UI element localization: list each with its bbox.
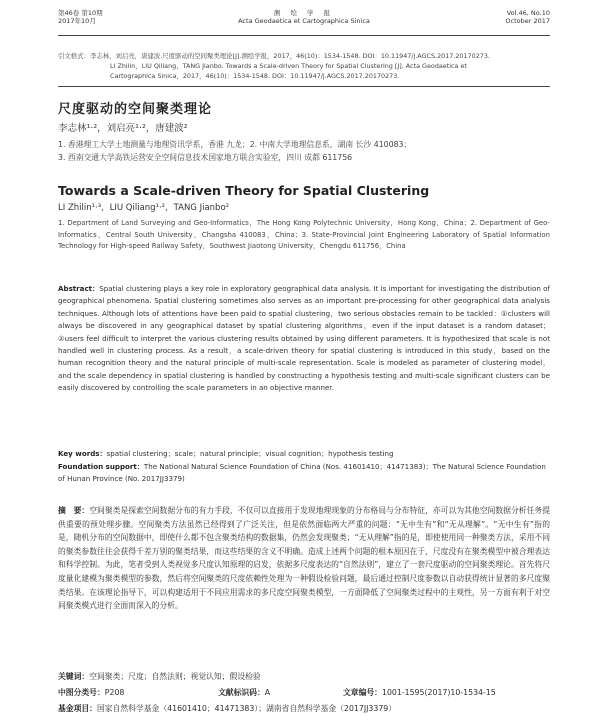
doc-label: 文献标识码： [218, 688, 265, 697]
issn-label: 文章编号： [343, 688, 382, 697]
abstract-cn-label: 摘 要： [58, 506, 90, 515]
header-rule [58, 35, 550, 36]
journal-title-cn: 测 绘 学 报 [273, 9, 335, 17]
funding-cn [58, 703, 550, 715]
clc-label: 中图分类号： [58, 688, 105, 697]
foundation-en-label: Foundation support： [58, 462, 144, 471]
citation-line-2: LI Zhilin，LIU Qiliang，TANG Jianbo. Towards a Scale-driven Theory for Spatial Clustering [J]. Acta Geodaetica et [110, 62, 467, 70]
funding-cn-text: 国家自然科学基金（41601410；41471383）；湖南省自然科学基金（2017JJ3379） [96, 704, 397, 713]
abstract-en [58, 283, 550, 395]
abstract-cn [58, 504, 550, 613]
citation-line-3: Cartographica Sinica，2017，46(10)：1534-1548. DOI：10.11947/j.AGCS.2017.20170273. [110, 72, 400, 80]
citation-block [58, 51, 550, 81]
running-head-right [505, 9, 550, 25]
keywords-cn-text: 空间聚类；尺度；自然法则；视觉认知；假设检验 [89, 672, 261, 681]
citation-line-1: 引文格式：李志林，刘启亮，唐建波.尺度驱动的空间聚类理论[J].测绘学报，2017，46(10)：1534-1548. DOI：10.11947/j.AGCS.2017.20170273. [58, 52, 490, 60]
funding-cn-label: 基金项目： [58, 704, 97, 713]
authors-cn: 李志林¹·²，刘启亮¹·²，唐建波² [58, 123, 188, 134]
keywords-en-text: spatial clustering；scale；natural principle；visual cognition；hypothesis testing [106, 449, 394, 458]
abstract-en-label: Abstract： [58, 284, 100, 293]
authors-en: LI Zhilin¹·³，LIU Qiliang¹·²，TANG Jianbo² [58, 203, 230, 213]
abstract-en-text: Spatial clustering plays a key role in exploratory geographical data analysis. It is important for investigating the distribution of geographical phenomena. Spatial clustering sometimes also serves as an important pre-processing for other geographical data analysis techniques. Although lots of attentions have been paid to spatial clustering，two serious obstacles remain to be tackled：①clusters will always be discovered in any geographical dataset by spatial clustering algorithms，even if the input dataset is a random dataset；②users feel difficult to interpret the various clustering results obtained by using different parameters. It is hypothesized that scale is not handled well in clustering process. As a result，a scale-driven theory for spatial clustering is introduced in this study，based on the human recognition theory and the natural principle of multi-scale representation. Scale is modeled as parameter of clustering model，and the scale dependency in spatial clustering is handled by constructing a hypothesis testing and multi-scale significant clusters can be easily discovered by controlling the scale parameters in an objective manner. [58, 284, 550, 393]
keywords-en-label: Key words： [58, 449, 107, 458]
clc-value: P208 [104, 688, 125, 697]
affiliation-cn-line: 1. 香港理工大学土地测量与地理资讯学系，香港 九龙；2. 中南大学地理信息系，湖南 长沙 410083； [58, 140, 412, 149]
date-en: October 2017 [505, 17, 550, 25]
keywords-en [58, 448, 550, 460]
running-head-center [58, 9, 550, 25]
affiliations-en: 1. Department of Land Surveying and Geo-Informatics，The Hong Kong Polytechnic University，Hong Kong，China；2. Department of Geo-Informatics，Central South University，Changsha 410083，China；3. State-Provincial Joint Engineering Laboratory of Spatial Information Technology for High-speed Railway Safety，Southwest Jiaotong University，Chengdu 611756，China [58, 219, 550, 250]
keywords-cn [58, 671, 550, 683]
volume-cn: 第46卷 第10期 [58, 9, 103, 17]
date-cn: 2017年10月 [58, 17, 96, 25]
citation-rule [58, 86, 550, 87]
abstract-cn-text: 空间聚类是探索空间数据分布的有力手段，不仅可以直接用于发现地理现象的分布格局与分布特征，亦可以为其他空间数据分析任务提供重要的预处理步骤。空间聚类方法虽然已经得到了广泛关注，但是依然面临两大严重的问题：“无中生有”和“无从理解”。“无中生有”指的是，随机分布的空间数据中，即使什么都不包含聚类结构的数据集，仍然会发现聚类；“无从理解”指的是，即使使用同一种聚类方法，采用不同的聚类参数往往会获得千差万别的聚类结果，而这些结果的含义不明确。造成上述两个问题的根本原因在于，尺度没有在聚类模型中被合理表达和科学控制。为此，笔者受到人类视觉多尺度认知原理的启发，依据多尺度表达的“自然法则”，建立了一套尺度驱动的空间聚类理论。首先将尺度量化建模为聚类模型的参数，然后将空间聚类的尺度依赖性处理为一种假设检验问题，最后通过控制尺度参数以自动获得统计显著的多尺度聚类结果。在该理论指导下，可以构建适用于不同应用需求的多尺度空间聚类模型，一方面降低了空间聚类过程中的主观性，另一方面有利于对空间聚类模式进行全面而深入的分析。 [58, 506, 551, 611]
article-number [343, 687, 496, 699]
affiliation-cn-line: 3. 西南交通大学高铁运营安全空间信息技术国家地方联合实验室，四川 成都 611756 [58, 152, 353, 162]
clc-number [58, 687, 124, 699]
foundation-en-text: The National Natural Science Foundation of China (Nos. 41601410；41471383)；The Natural Science Foundation of Hunan Province (No. 2017JJ3379) [58, 462, 546, 484]
title-cn: 尺度驱动的空间聚类理论 [58, 102, 213, 117]
title-en: Towards a Scale-driven Theory for Spatial Clustering [58, 183, 430, 198]
issn-value: 1001-1595(2017)10-1534-15 [381, 688, 496, 697]
running-head [58, 9, 550, 33]
journal-title-en: Acta Geodaetica et Cartographica Sinica [238, 17, 370, 25]
doc-value: A [264, 688, 271, 697]
affiliations-cn [58, 139, 550, 164]
doc-code [218, 687, 270, 699]
volume-en: Vol.46, No.10 [506, 9, 550, 17]
foundation-en [58, 461, 550, 486]
keywords-cn-label: 关键词： [58, 672, 90, 681]
